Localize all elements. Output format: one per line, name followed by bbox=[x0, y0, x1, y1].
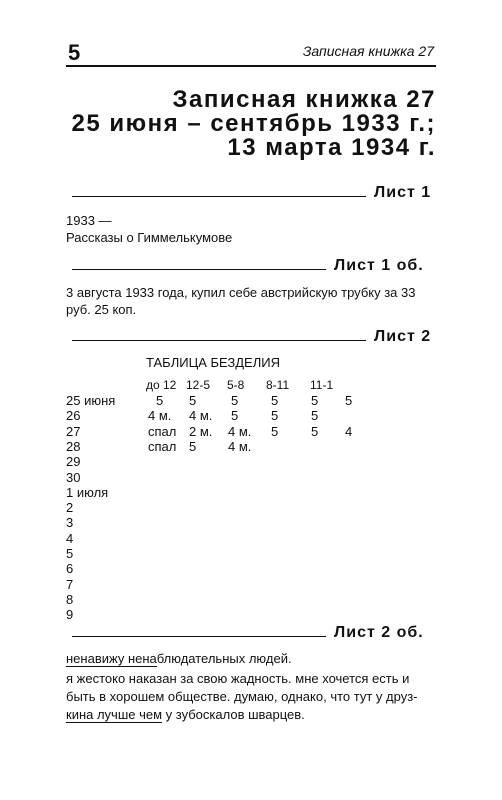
table-cell: 4 м. bbox=[228, 423, 252, 439]
table-cell: 4 м. bbox=[228, 438, 252, 454]
underlined-text: кина лучше чем bbox=[66, 707, 163, 722]
sheet-heading-1ob bbox=[72, 257, 424, 275]
table-cell: 5 bbox=[189, 393, 197, 408]
row-date: 1 июля bbox=[66, 484, 109, 500]
underlined-text: нена bbox=[124, 651, 157, 666]
column-header: 5-8 bbox=[227, 378, 245, 392]
title-line-2: 25 июня – сентябрь 1933 г.; bbox=[71, 110, 436, 137]
title-line-3: 13 марта 1934 г. bbox=[227, 134, 436, 161]
row-date: 7 bbox=[66, 576, 74, 592]
sheet-label: Лист 2 bbox=[374, 328, 432, 345]
entry-2-line-2: руб. 25 коп. bbox=[66, 302, 137, 317]
row-date: 30 bbox=[66, 469, 81, 485]
table-cell: 5 bbox=[231, 393, 239, 408]
entry-1-year: 1933 — bbox=[66, 213, 112, 228]
row-date: 4 bbox=[66, 530, 74, 546]
row-date: 3 bbox=[66, 515, 74, 531]
row-date: 9 bbox=[66, 607, 74, 623]
table-cell: 5 bbox=[189, 438, 197, 454]
entry-3-line-4 bbox=[66, 706, 305, 724]
row-date: 26 bbox=[66, 408, 81, 424]
row-date: 5 bbox=[66, 546, 74, 561]
sheet-heading-2ob bbox=[72, 624, 424, 642]
page-number: 5 bbox=[68, 40, 81, 65]
header-rule bbox=[66, 65, 436, 67]
sheet-label: Лист 1 об. bbox=[334, 257, 424, 274]
table-cell: 5 bbox=[345, 393, 353, 408]
entry-text: блюдательных людей. bbox=[156, 651, 292, 666]
row-date: 28 bbox=[66, 438, 81, 454]
entry-text: у зубоскалов шварцев. bbox=[162, 707, 305, 722]
table-cell: 4 м. bbox=[189, 408, 213, 424]
running-title: Записная книжка 27 bbox=[302, 43, 434, 59]
column-header: 11-1 bbox=[310, 378, 334, 392]
entry-3-line-3: быть в хорошем обществе. думаю, однако, что тут у друз- bbox=[66, 689, 418, 704]
underlined-text: ненавижу bbox=[66, 651, 125, 666]
row-date: 8 bbox=[66, 591, 74, 607]
table-cell: 4 bbox=[345, 423, 353, 439]
table-cell: спал bbox=[148, 423, 177, 439]
table-cell: 5 bbox=[156, 393, 164, 408]
sheet-label: Лист 2 об. bbox=[334, 624, 424, 641]
sheet-heading-1 bbox=[72, 184, 431, 202]
row-date: 29 bbox=[66, 454, 81, 470]
table-title: ТАБЛИЦА БЕЗДЕЛИЯ bbox=[146, 355, 280, 370]
table-cell: 2 м. bbox=[189, 423, 213, 439]
row-date: 25 июня bbox=[66, 393, 116, 408]
table-cell: 4 м. bbox=[148, 408, 172, 424]
table-cell: 5 bbox=[311, 423, 319, 439]
table-cell: спал bbox=[148, 438, 177, 454]
sheet-label: Лист 1 bbox=[374, 184, 432, 201]
sheet-rule bbox=[72, 268, 326, 270]
entry-3-line-2: я жестоко наказан за свою жадность. мне хочется есть и bbox=[66, 671, 410, 686]
table-cell: 5 bbox=[311, 393, 319, 408]
sheet-heading-2 bbox=[72, 328, 431, 346]
row-date: 2 bbox=[66, 500, 74, 516]
table-cell: 5 bbox=[271, 408, 279, 424]
column-header: до 12 bbox=[146, 378, 177, 392]
table-cell: 5 bbox=[271, 423, 279, 439]
sheet-rule bbox=[72, 635, 326, 637]
entry-3-line-1 bbox=[66, 650, 292, 668]
sheet-rule bbox=[72, 339, 366, 341]
column-header: 12-5 bbox=[186, 378, 211, 392]
entry-2-line-1: 3 августа 1933 года, купил себе австрийскую трубку за 33 bbox=[66, 285, 416, 300]
entry-1-text: Рассказы о Гиммелькумове bbox=[66, 230, 233, 245]
row-date: 27 bbox=[66, 423, 81, 439]
table-cell: 5 bbox=[271, 393, 279, 408]
table-cell: 5 bbox=[231, 408, 239, 424]
sheet-rule bbox=[72, 195, 366, 197]
column-header: 8-11 bbox=[266, 378, 290, 392]
title-line-1: Записная книжка 27 bbox=[172, 86, 436, 113]
table-cell: 5 bbox=[311, 408, 319, 424]
row-date: 6 bbox=[66, 561, 74, 577]
